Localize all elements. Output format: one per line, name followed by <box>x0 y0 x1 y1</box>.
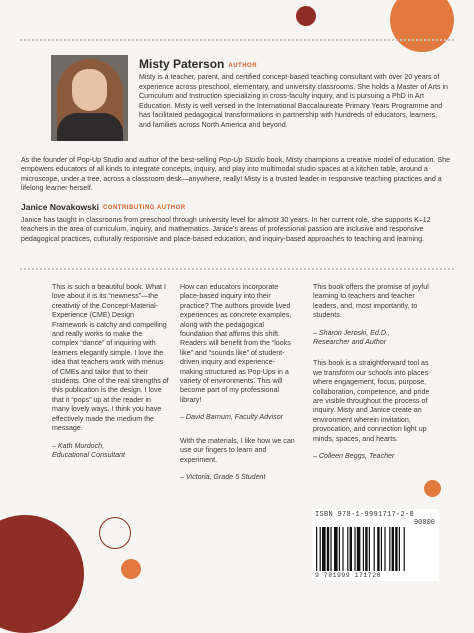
quote-text: With the materials, I like how we can use our fingers to learn and experiment. <box>180 436 295 464</box>
quote-attribution: – David Barnum, Faculty Advisor <box>180 413 284 422</box>
isbn-barcode <box>312 509 439 581</box>
quote-text: This book offers the promise of joyful learning to teachers and teacher leaders, and, most importantly, to students. <box>313 283 429 320</box>
book-title: Pop-Up Studio <box>218 156 265 164</box>
price-code: 90000 <box>413 519 435 527</box>
quote-attribution: – Kath Murdoch, Educational Consultant <box>52 441 125 459</box>
decor-circle-maroon-top <box>296 6 316 26</box>
contributor-name: Janice Novakowski <box>21 202 99 212</box>
contributor-bio: Janice has taught in classrooms from preschool through university level for almost 30 years. In her current role, she supports K–12 teachers in the area of curriculum, inquiry, and mathematics. Janice's areas of professional passion are inclusive and responsive pedagogical practices, culturally responsive and place-based education, and inquiry-based approaches to teaching and learning. <box>21 216 431 243</box>
contributor-role: CONTRIBUTING AUTHOR <box>102 205 186 211</box>
quote-attribution: – Victoria, Grade 5 Student <box>180 472 266 481</box>
author-bio-intro: Misty is a teacher, parent, and certified concept-based teaching consultant with over 20 years of experience across preschool, elementary, and university classrooms. She holds a Master of Arts in Curriculum and Instruction specializing in cross-faculty inquiry, and is pursuing a PhD in Art Education. Misty is well versed in the International Baccalaureate Primary Years Programme and has facilitated pedagogical transformations in partnership with hundreds of educators, learners, and families across North America and beyond. <box>139 73 448 129</box>
quote-attribution: – Colleen Beggs, Teacher <box>313 452 395 461</box>
divider-middle <box>20 268 454 270</box>
decor-circle-orange-top <box>390 0 454 52</box>
author-photo <box>51 55 128 141</box>
author-name-line <box>139 57 257 71</box>
quote-attribution: – Sharon Jeroski, Ed.D., Researcher and Author <box>313 328 390 347</box>
decor-circle-orange-bottom <box>121 559 141 579</box>
quote-column-2 <box>180 283 297 490</box>
isbn-label: ISBN 978-1-9991717-2-8 <box>315 511 415 519</box>
author-bio-founder: As the founder of Pop-Up Studio and author of the best-selling Pop-Up Studio book, Misty champions a creative model of education. She empowers educators of all kinds to integrate concepts, inquiry, and play into multimodal studio spaces at a kitchen table, around a microscope, under a tree, across a classroom desk—anywhere, really! Misty is a trusted leader in responsive teaching practices and a lifelong learner herself. <box>21 156 451 193</box>
author-name: Misty Paterson <box>139 57 225 71</box>
quote-text: This is such a beautiful book. What I love about it is its “newness”—the creativity of the Concept-Material-Experience (CME) Design Framework is catchy and compelling and really works to make the complex “dance” of inquiring with learners elegantly simple. I love the idea that teachers work with menus of CMEs and tailor that to their students. One of the real strengths of this publication is the design. I love that it “pops” up at the reader in many lovely ways. I think you have effectively made the medium the message. <box>52 283 169 433</box>
quote-column-3 <box>313 283 433 470</box>
decor-circle-maroon-bottom <box>0 515 84 633</box>
barcode-digits: 9 781999 171728 <box>315 572 382 579</box>
barcode-bars <box>316 527 435 571</box>
decor-circle-outline-bottom <box>99 517 131 549</box>
quote-text: This book is a straightforward tool as we transform our schools into places where engagement, focus, purpose, collaboration, competence, and pride are visible throughout the process of inquiry. Misty and Janice create an environment wherein invitation, provocation, and connection light up minds, spaces, and hearts. <box>313 359 430 443</box>
quote-text: How can educators incorporate place-based inquiry into their practice? The authors provide lived experiences as concrete examples, along with the pedagogical foundation that affirms this shift. Readers will benefit from the “looks like” and “sounds like” of student-driven inquiry and experience-making structured as Pop-Ups in a variety of environments. This will become part of my professional library! <box>180 283 292 404</box>
author-role: AUTHOR <box>228 63 258 69</box>
contributor-name-line <box>21 202 186 212</box>
divider-top <box>20 39 454 41</box>
quote-column-1 <box>52 283 170 468</box>
decor-circle-orange-right <box>424 480 441 497</box>
